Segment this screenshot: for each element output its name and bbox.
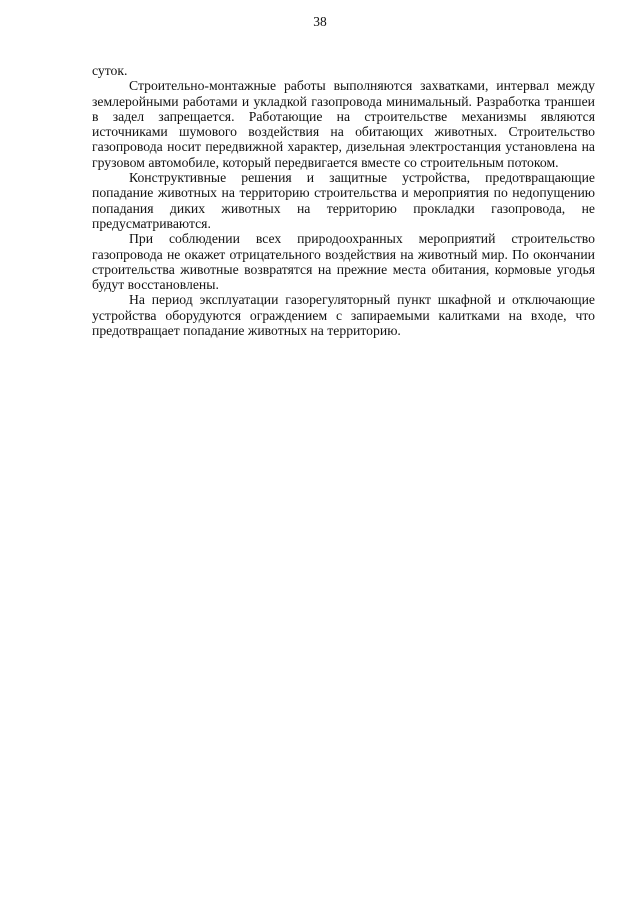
paragraph-environmental-measures: При соблюдении всех природоохранных мероприятий строительство газопровода не окажет отрицательного воздействия на животный мир. По окончании строительства животные возвратятся на прежние места обитания, кормовые угодья будут восстановлены. [92,231,595,293]
paragraph-operation-period: На период эксплуатации газорегуляторный пункт шкафной и отключающие устройства оборудуются ограждением с запираемыми калитками на входе, что предотвращает попадание животных на территорию. [92,292,595,339]
page-number: 38 [313,14,327,29]
paragraph-construction-works: Строительно-монтажные работы выполняются захватками, интервал между землеройными работами и укладкой газопровода минимальный. Разработка траншеи в задел запрещается. Работающие на строительстве механизмы являются источниками шумового воздействия на обитающих животных. Строительство газопровода носит передвижной характер, дизельная электростанция установлена на грузовом автомобиле, который передвигается вместе со строительным потоком. [92,78,595,170]
paragraph-continuation: суток. [92,63,128,78]
document-body [92,63,595,338]
paragraph-protective-devices: Конструктивные решения и защитные устройства, предотвращающие попадание животных на территорию строительства и мероприятия по недопущению попадания диких животных на территорию прокладки газопровода, не предусматриваются. [92,170,595,231]
